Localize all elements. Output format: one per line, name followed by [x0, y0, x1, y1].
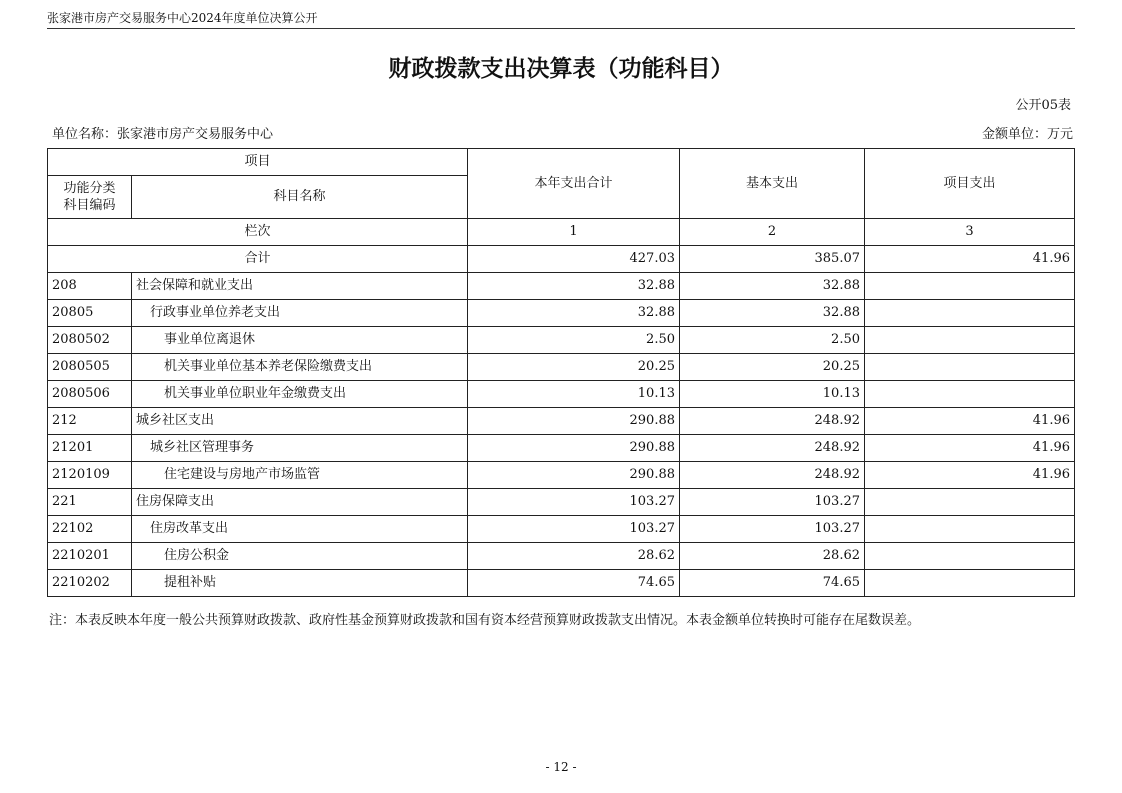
header-code: 功能分类 科目编码: [48, 176, 132, 219]
table-row: [48, 327, 1075, 354]
header-basic: 基本支出: [680, 149, 865, 219]
row-total: 2.50: [468, 327, 680, 354]
row-name: 城乡社区支出: [132, 408, 468, 435]
amount-unit: 金额单位：万元: [981, 127, 1073, 142]
table-row: [48, 462, 1075, 489]
page-number: - 12 -: [545, 760, 577, 774]
row-project: [865, 354, 1075, 381]
total-value: 427.03: [468, 246, 680, 273]
header-row: [48, 149, 1075, 176]
row-code: 20805: [48, 300, 132, 327]
row-project: [865, 300, 1075, 327]
header-project-expenditure: 项目支出: [865, 149, 1075, 219]
row-basic: 28.62: [680, 543, 865, 570]
table-row: [48, 300, 1075, 327]
page-title: 财政拨款支出决算表（功能科目）: [388, 56, 734, 82]
total-row: [48, 246, 1075, 273]
row-project: [865, 327, 1075, 354]
row-name: 事业单位离退休: [132, 327, 468, 354]
table-row: [48, 381, 1075, 408]
row-basic: 20.25: [680, 354, 865, 381]
row-basic: 32.88: [680, 273, 865, 300]
table-row: [48, 273, 1075, 300]
table-row: [48, 354, 1075, 381]
row-total: 290.88: [468, 462, 680, 489]
row-basic: 32.88: [680, 300, 865, 327]
row-basic: 10.13: [680, 381, 865, 408]
row-project: [865, 381, 1075, 408]
row-total: 32.88: [468, 300, 680, 327]
index-cell: 3: [865, 219, 1075, 246]
running-header: [47, 10, 1075, 29]
table-row: [48, 570, 1075, 597]
header-name: 科目名称: [132, 176, 468, 219]
table-note: 注：本表反映本年度一般公共预算财政拨款、政府性基金预算财政拨款和国有资本经营预算财政拨款支出情况。本表金额单位转换时可能存在尾数误差。: [49, 613, 921, 628]
row-name: 社会保障和就业支出: [132, 273, 468, 300]
row-project: [865, 516, 1075, 543]
row-project: [865, 489, 1075, 516]
row-basic: 74.65: [680, 570, 865, 597]
row-total: 74.65: [468, 570, 680, 597]
row-code: 208: [48, 273, 132, 300]
row-total: 290.88: [468, 435, 680, 462]
row-code: 221: [48, 489, 132, 516]
total-value: 41.96: [865, 246, 1075, 273]
row-basic: 2.50: [680, 327, 865, 354]
row-name: 提租补贴: [132, 570, 468, 597]
row-project: [865, 273, 1075, 300]
row-code: 2080505: [48, 354, 132, 381]
row-name: 机关事业单位职业年金缴费支出: [132, 381, 468, 408]
index-row: [48, 219, 1075, 246]
table-row: [48, 543, 1075, 570]
row-code: 2080506: [48, 381, 132, 408]
index-cell: 2: [680, 219, 865, 246]
row-code: 2080502: [48, 327, 132, 354]
row-total: 103.27: [468, 489, 680, 516]
row-name: 住房保障支出: [132, 489, 468, 516]
row-basic: 103.27: [680, 489, 865, 516]
total-label: 合计: [48, 246, 468, 273]
row-code: 22102: [48, 516, 132, 543]
row-total: 32.88: [468, 273, 680, 300]
index-label: 栏次: [48, 219, 468, 246]
table-row: [48, 435, 1075, 462]
row-name: 城乡社区管理事务: [132, 435, 468, 462]
row-basic: 103.27: [680, 516, 865, 543]
row-project: 41.96: [865, 435, 1075, 462]
total-value: 385.07: [680, 246, 865, 273]
unit-name: 单位名称：张家港市房产交易服务中心: [52, 127, 274, 142]
row-total: 10.13: [468, 381, 680, 408]
row-project: 41.96: [865, 408, 1075, 435]
row-code: 2210202: [48, 570, 132, 597]
header-total: 本年支出合计: [468, 149, 680, 219]
table-row: [48, 516, 1075, 543]
row-project: [865, 543, 1075, 570]
row-project: 41.96: [865, 462, 1075, 489]
row-name: 住房改革支出: [132, 516, 468, 543]
running-title: 张家港市房产交易服务中心2024年度单位决算公开: [47, 11, 318, 25]
row-total: 20.25: [468, 354, 680, 381]
expenditure-table: [47, 148, 1075, 597]
form-number: 公开05表: [1015, 98, 1071, 113]
header-project: 项目: [48, 149, 468, 176]
row-name: 行政事业单位养老支出: [132, 300, 468, 327]
row-code: 21201: [48, 435, 132, 462]
row-code: 2210201: [48, 543, 132, 570]
row-total: 290.88: [468, 408, 680, 435]
row-name: 住宅建设与房地产市场监管: [132, 462, 468, 489]
row-name: 住房公积金: [132, 543, 468, 570]
row-total: 103.27: [468, 516, 680, 543]
row-basic: 248.92: [680, 408, 865, 435]
table-row: [48, 408, 1075, 435]
row-basic: 248.92: [680, 435, 865, 462]
row-code: 212: [48, 408, 132, 435]
row-name: 机关事业单位基本养老保险缴费支出: [132, 354, 468, 381]
row-code: 2120109: [48, 462, 132, 489]
table-row: [48, 489, 1075, 516]
row-project: [865, 570, 1075, 597]
index-cell: 1: [468, 219, 680, 246]
row-basic: 248.92: [680, 462, 865, 489]
row-total: 28.62: [468, 543, 680, 570]
